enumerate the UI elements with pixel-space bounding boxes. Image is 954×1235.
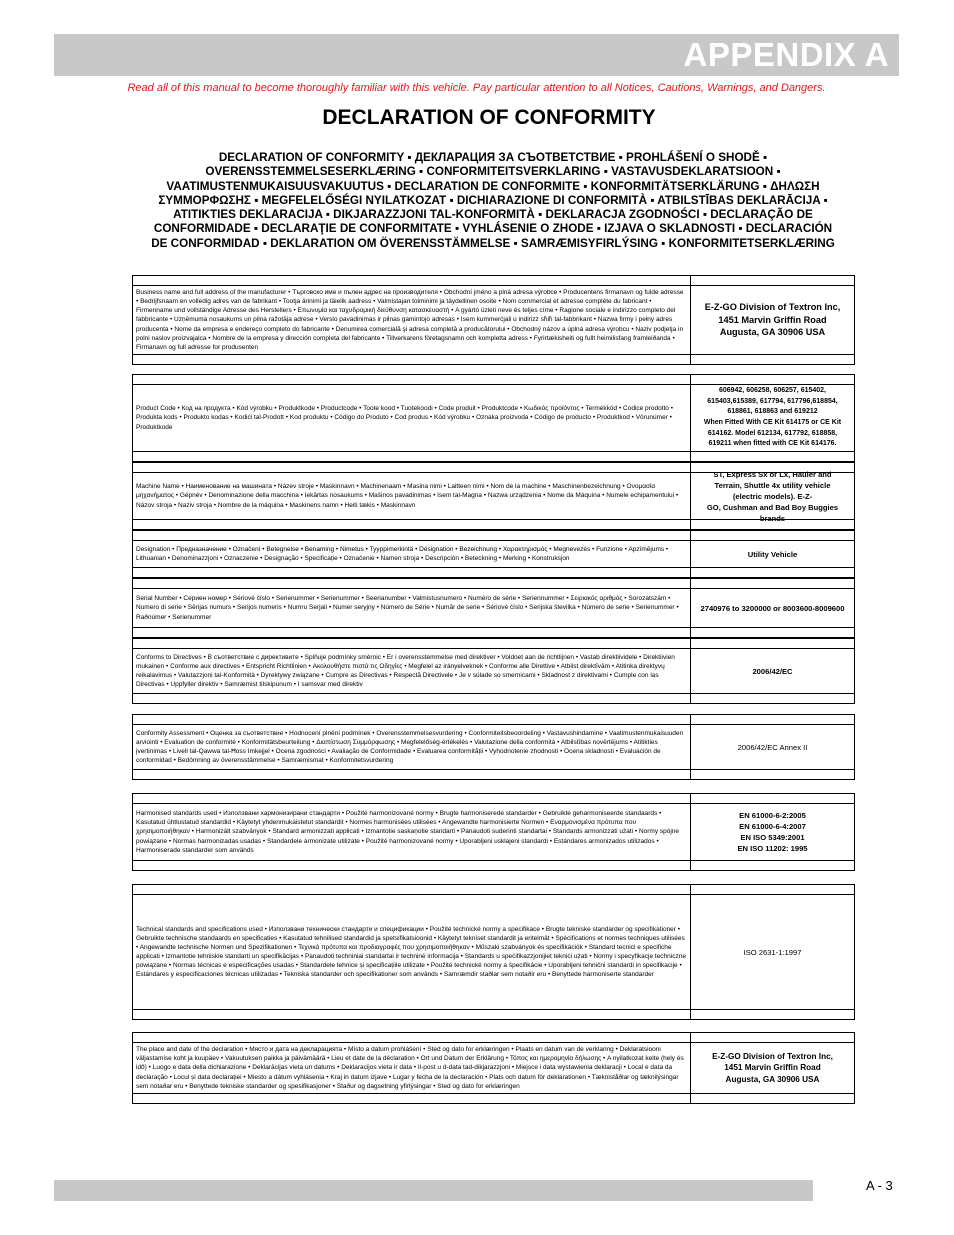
- row-label: Conforms to Directives • В съответствие с директивите • Splňuje podmínky směrnic • Er i overensstemmelse med direktiver • Voldoet aan de richtlijnen • Vastab direktiividele • Direktiivien mukainen • Conforme aux directives • Entspricht Richtlinien • Ακολουθήστε πιστά τις Οδηγίες • Megfelel az irányelveknek • Conforme alle Direttive • Atbilst direktīvām • Atitinka direktyvų reikalavimus • Valutazzjoni tal-Konformità • Dyrektywy związane • Cumpre as Directivas • Respectă Directivele • Je v súlade so smernicami • Skladnost z direktivami • Cumple con las Directivas • Uppfyller direktiv • Samræmist tilskipunum • I samsvar med direktiv: [133, 639, 691, 703]
- value-line: 2006/42/EC Annex II: [737, 742, 808, 752]
- heading-line: ATITIKTIES DEKLARACIJA ▪ DIKJARAZZJONI TAL-KONFORMITÀ ▪ DEKLARACJA ZGODNOŚCI ▪ DECLARAÇÃO DE: [173, 208, 813, 222]
- value-line: Terrain, Shuttle 4x utility vehicle: [714, 480, 831, 490]
- row-label: Business name and full address of the manufacturer • Търговско име и пълен адрес на производителя • Obchodní jméno a plná adresa výrobce • Producentens firmanavn og fulde adresse • Bedrijfsnaam en volledig adres van de fabrikant • Tootja ärinimi ja täielik aadress • Valmistajan toiminimi ja täydellinen osoite • Nom commercial et adresse complète du fabricant • Firmenname und vollständige Adresse des Herstellers • Επωνυμία και ταχυδρομική διεύθυνση κατασκευαστή • A gyártó üzleti neve és teljes címe • Ragione sociale e indirizzo completo del fabbricante • Uzņēmuma nosaukums un pilna ražotāja adrese • Verslo pavadinimas ir pilnas gamintojo adresas • Isem kummerċjali u indirizz sħiħ tal-fabbrikant • Nazwa firmy i pełny adres producenta • Nome da empresa e endereço completo do fabricante • Denumirea comercială şi adresa completă a producătorului • Obchodný názov a úplná adresa výrobcu • Naziv podjetja in polni naslov proizvajalca • Nombre de la empresa y dirección completa del fabricante • Tillverkarens företagsnamn och kompletta adress • Fyrirtækisheiti og fullt heimilisfang framleiðanda • Firmanavn og full adresse for produsenten: [133, 276, 691, 364]
- value-line: Augusta, GA 30906 USA: [725, 1074, 820, 1084]
- row-harmonised-standards: [132, 793, 855, 871]
- multilingual-heading: [130, 151, 856, 251]
- row-label: Serial Number • Сериен номер • Sériové číslo • Serienummer • Serienummer • Seerianumber • Valmistusnumero • Numéro de série • Seriennummer • Σειριακός αριθμός • Sorozatszám • Numero di serie • Sērijas numurs • Serijos numeris • Numru Serjali • Numer seryjny • Número de Série • Număr de serie • Sériové číslo • Serijska številka • Número de serie • Serienummer • Raðnúmer • Serienummer: [133, 579, 691, 637]
- value-line: GO, Cushman and Bad Boy Buggies: [706, 502, 839, 512]
- value-line: (electric models). E-Z-: [732, 491, 813, 501]
- value-line: E-Z-GO Division of Textron Inc,: [704, 302, 841, 313]
- value-line: 618861, 618863 and 619212: [727, 408, 818, 416]
- row-place-date: [132, 1032, 855, 1104]
- row-value: [691, 375, 854, 461]
- value-line: Augusta, GA 30906 USA: [719, 327, 826, 338]
- page-number: A - 3: [866, 1178, 893, 1193]
- row-designation: [132, 530, 855, 578]
- value-line: EN ISO 5349:2001: [740, 833, 805, 842]
- value-line: EN 61000-6-4:2007: [739, 822, 806, 831]
- row-value: [691, 276, 854, 364]
- row-label: Technical standards and specifications used • Използвани технически стандарти и спецификации • Použité technické normy a specifikace • Brugte tekniske standarder og specifikationer • Gebruikte technische standaards en specificaties • Kasutatud tehnilised standardid ja spetsifikatsioonid • Käytetyt tekniset standardit ja eritelmät • Spécifications et normes techniques utilisées • Angewandte technische Normen und Spezifikationen • Τεχνικά πρότυπα και προδιαγραφές που χρησιμοποιήθηκαν • Műszaki szabványok és specifikációk • Standard tecnici e specifiche applicati • Izmantotie tehniskie standarti un specifikācijas • Panaudoti techniniai standartai ir techninė informacija • Standards u speċifikazzjonijiet tekniċi użati • Normy i specyfikacje techniczne powiązane • Normas técnicas e especificações usadas • Standardele tehnice și specificațiile utilizate • Použité technické normy a špecifikácie • Uporabljeni tehnični standardi in specifikacije • Estándares y especificaciones técnicas utilizadas • Tekniska standarder och specifikationer som används • Samræmdir staðlar sem notaðir eru • Benyttede harmoniserte standarder: [133, 885, 691, 1019]
- value-line: When Fitted With CE Kit 614175 or CE Kit: [703, 419, 842, 426]
- row-technical-standards: [132, 884, 855, 1020]
- heading-line: ΣΥΜΜΟΡΦΩΣΗΣ ▪ MEGFELELŐSÉGI NYILATKOZAT ▪ DICHIARAZIONE DI CONFORMITÀ ▪ ATBILSTĪBAS DEKLARĀCIJA ▪: [158, 193, 828, 207]
- value-line: brands: [759, 513, 786, 523]
- row-label: The place and date of the declaration • Място и дата на декларацията • Místo a datum prohlášení • Sted og dato for erklæringen • Plaats en datum van de verklaring • Deklaratsiooni väljastamise koht ja kuupäev • Vakuutuksen paikka ja päivämäärä • Lieu et date de la déclaration • Ort und Datum der Erklärung • Τόπος και ημερομηνία δήλωσης • A nyilatkozat kelte (hely és idő) • Luogo e data della dichiarazione • Deklarācijas vieta un datums • Deklaracijos vieta ir data • Il-post u d-data tad-dikjarazzjoni • Miejsce i data wystawienia deklaracji • Local e data da declaração • Locul și data declarației • Miesto a dátum vyhlásenia • Kraj in datum izjave • Lugar y fecha de la declaración • Plats och datum för deklarationen • Tækniståðlar og tæknilýsingar sem notaðar eru • Benyttede tekniske standarder og spesifikasjoner • Staður og dagsetning yfirlýsingar • Sted og dato for erklæringen: [133, 1033, 691, 1103]
- row-value: [691, 639, 854, 703]
- footer-bar: [54, 1180, 813, 1201]
- value-line: 615403,615389, 617794, 617796,618854,: [707, 397, 838, 405]
- row-value: [691, 579, 854, 637]
- value-line: 1451 Marvin Griffin Road: [718, 314, 827, 325]
- heading-line: CONFORMIDADE ▪ DECLARAŢIE DE CONFORMITATE ▪ VYHLÁSENIE O ZHODE ▪ IZJAVA O SKLADNOSTI ▪ DECLARACIÓN: [153, 222, 833, 236]
- row-value: [691, 463, 854, 529]
- safety-notice: Read all of this manual to become thoroughly familiar with this vehicle. Pay particular attention to all Notices, Cautions, Warnings, and Dangers.: [127, 82, 826, 94]
- row-manufacturer: [132, 275, 855, 365]
- heading-line: DE CONFORMIDAD ▪ DEKLARATION OM ÖVERENSSTÄMMELSE ▪ SAMRÆMISYFIRLÝSING ▪ KONFORMITETSERKLÆRING: [151, 236, 835, 250]
- value-line: 614162. Model 612134, 617792, 618858,: [707, 429, 838, 437]
- row-label: Designation • Предназначение • Označení • Betegnelse • Benaming • Nimetus • Tyyppimerkintä • Désignation • Bezeichnung • Χαρακτηρισμός • Megnevezés • Funzione • Apzīmējums • Lithuanian • Denominazzjoni • Oznaczenie • Designação • Specificație • Označenie • Namen stroja • Descripción • Beteckning • Merking • Konstruksjon: [133, 531, 691, 577]
- appendix-title: APPENDIX A: [683, 36, 889, 73]
- row-serial-number: [132, 578, 855, 638]
- value-line: E-Z-GO Division of Textron Inc,: [712, 1051, 833, 1061]
- row-product-code: [132, 374, 855, 462]
- value-line: 606942, 606258, 606257, 615402,: [718, 387, 827, 395]
- row-directives: [132, 638, 855, 704]
- value-line: 2740976 to 3200000 or 8003600-8009600: [700, 603, 845, 613]
- value-line: ST, Express Sx or Lx, Hauler and: [713, 469, 832, 479]
- value-line: 2006/42/EC: [752, 666, 793, 676]
- value-line: EN 61000-6-2:2005: [739, 811, 806, 820]
- row-label: Machine Name • Наименование на машината • Název stroje • Maskinnavn • Machinenaam • Masina nimi • Laitteen nimi • Nom de la machine • Maschinenbezeichnung • Ονομασία μηχανήματος • Gépnév • Denominazione della macchina • Iekārtas nosaukums • Mašinos pavadinimas • Isem tal-Magna • Nazwa urządzenia • Nome da Máquina • Numele echipamentului • Názov stroja • Naziv stroja • Nombre de la máquina • Maskinens namn • Heiti tækis • Maskinnavn: [133, 463, 691, 529]
- row-label: Product Code • Код на продукта • Kód výrobku • Produktkode • Productcode • Toote kood • Tuotekoodi • Code produit • Produktcode • Κωδικός προϊόντος • Termékkód • Codice prodotto • Produkta kods • Produkto kodas • Kodiċi tal-Prodott • Kod produktu • Código do Produto • Cod produs • Kód výrobku • Oznaka proizvoda • Código de producto • Produktkod • Vörunúmer • Produktkode: [133, 375, 691, 461]
- heading-line: VAATIMUSTENMUKAISUUSVAKUUTUS ▪ DECLARATION DE CONFORMITE ▪ KONFORMITÄTSERKLÄRUNG ▪ ΔΗΛΩΣΗ: [166, 179, 820, 193]
- heading-line: OVERENSSTEMMELSESERKLÆRING ▪ CONFORMITEITSVERKLARING ▪ VASTAVUSDEKLARATSIOON ▪: [205, 165, 781, 179]
- row-label: Conformity Assessment • Оценка за съответствие • Hodnocení plnění podmínek • Overensstemmelsesvurdering • Conformiteitsbeoordeling • Vastavushindamine • Vaatimustenmukaisuuden arviointi • Evaluation de conformité • Konformitätsbeurteilung • Διαπίστωση Συμμόρφωσης • Megfelelőség-értékelés • Valutazione della conformità • Atbilstības novērtējums • Atitikties įvertinimas • Livell tal-Qawwa tal-Ħoss Imkejjel • Ocena zgodności • Avaliação de Conformidade • Evaluarea conformității • Vyhodnotenie zhodnosti • Ocena skladnosti • Evaluación de conformidad • Bedömning av överensstämmelse • Samræmismat • Konformitetsvurdering: [133, 715, 691, 779]
- row-conformity-assessment: [132, 714, 855, 780]
- row-value: [691, 715, 854, 779]
- page-title: DECLARATION OF CONFORMITY: [322, 106, 656, 129]
- heading-line: DECLARATION OF CONFORMITY ▪ ДЕКЛАРАЦИЯ ЗА СЪОТВЕТСТВИЕ ▪ PROHLÁŠENÍ O SHODĚ ▪: [218, 151, 768, 164]
- row-value: [691, 1033, 854, 1103]
- header-bar: [54, 34, 899, 76]
- row-value: [691, 531, 854, 577]
- value-line: Utility Vehicle: [747, 549, 798, 559]
- value-line: 619211 when fitted with CE Kit 614176.: [708, 440, 837, 448]
- value-line: 1451 Marvin Griffin Road: [724, 1063, 821, 1073]
- row-machine-name: [132, 462, 855, 530]
- value-line: EN ISO 11202: 1995: [737, 844, 808, 853]
- row-label: Harmonised standards used • Използвани хармонизирани стандарти • Použité harmonizované normy • Brugte harmoniserede standarder • Gebruikte geharmoniseerde standaards • Kasutatud ühtlustatud standardid • Käytetyt yhdenmukaistetut standardit • Normes harmonisées utilisées • Angewandte harmonisierte Normen • Εναρμονισμένα πρότυπα που χρησιμοποιήθηκαν • Harmonizált szabványok • Standard armonizzati applicati • Izmantotie saskaņotie standarti • Panaudoti suderinti standartai • Standards armonizzati użati • Normy spójne powiązane • Normas harmonizadas usadas • Standardele armonizate utilizate • Použité harmonizované normy • Uporabljeni usklajeni standardi • Estándares armonizados utilizados • Harmoniserade standarder som används: [133, 794, 691, 870]
- row-value: [691, 794, 854, 870]
- value-line: ISO 2631-1:1997: [743, 947, 802, 957]
- row-value: [691, 885, 854, 1019]
